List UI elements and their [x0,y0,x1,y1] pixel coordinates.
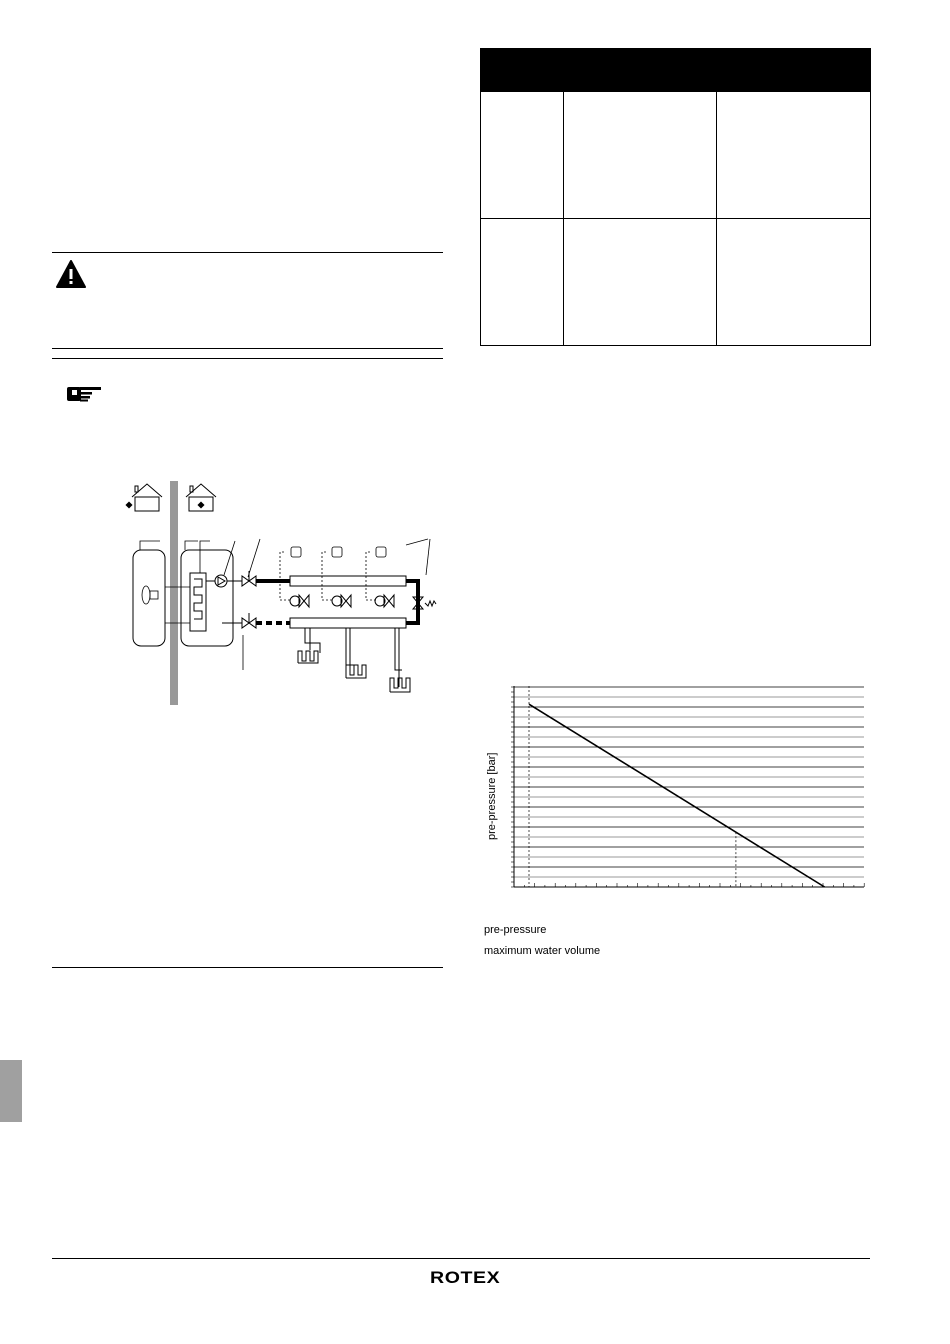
chart-y-axis-label: pre-pressure [bar] [486,752,498,840]
warning-bottom-rule [52,348,443,349]
installation-schematic [110,475,450,710]
spec-table-header-col2 [717,68,871,92]
section-rule [52,967,443,968]
thermostat-2 [332,547,342,557]
pointing-hand-icon [66,384,102,404]
thermostat-1 [291,547,301,557]
footer-rule [52,1258,870,1259]
spec-table [480,48,871,346]
floor-loop-2 [346,665,366,678]
supply-manifold [290,576,406,586]
table-row [481,219,871,346]
pre-pressure-chart [480,680,875,898]
warning-triangle-icon [56,260,86,288]
note-top-rule [52,358,443,359]
indoor-unit [181,550,233,646]
legend-max-water-volume: maximum water volume [484,945,601,957]
indoor-house-icon [186,484,216,511]
floor-loop-3 [390,678,410,692]
table-row [481,92,871,219]
zone-valves [290,595,394,607]
side-tab-marker [0,1060,22,1122]
return-manifold [290,618,406,628]
thermostat-3 [376,547,386,557]
floor-loop-1 [298,651,318,663]
outdoor-unit [133,550,165,646]
chart-series-line [529,704,825,887]
legend-pre-pressure: pre-pressure [484,924,547,936]
spec-table-header-col1 [564,68,717,92]
spec-table-header-corner [481,49,564,92]
heat-exchanger [190,573,206,631]
outdoor-house-icon [126,484,162,511]
wall [170,481,178,705]
brand-logo: ROTEX [430,1268,501,1287]
warning-top-rule [52,252,443,253]
return-valve-icon [242,613,256,628]
supply-valve-icon [242,571,256,586]
fan-icon [142,586,158,604]
spec-table-header-group [564,49,871,68]
